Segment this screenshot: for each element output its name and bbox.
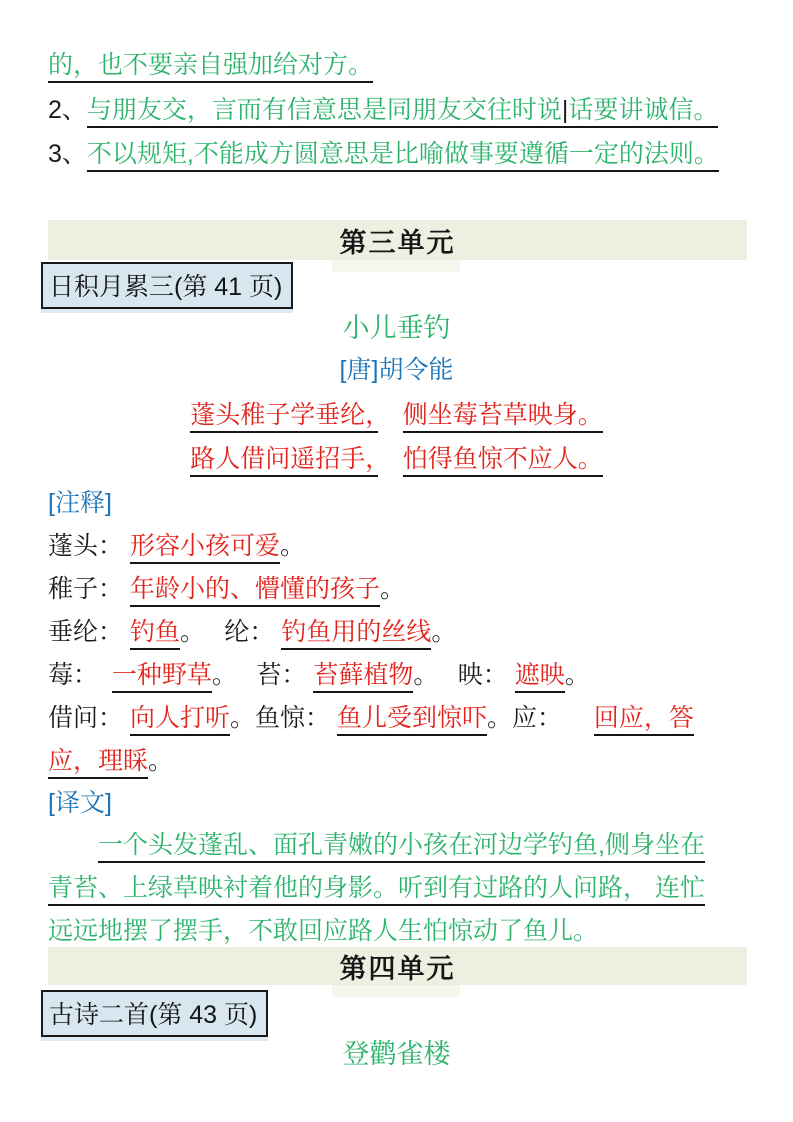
text-segment: 钓鱼用的丝线 [281,618,431,650]
note-line [48,531,305,562]
text-segment: 路人借问遥招手， [190,445,378,477]
text-segment: 怕得鱼惊不应人。 [403,445,603,477]
lesson-box: 日积月累三(第 41 页) [41,262,293,309]
intro-line [48,50,373,81]
text-segment: 。 [179,618,225,646]
text-segment: 。 [379,575,405,603]
text-segment: 形容小孩可爱 [130,532,280,564]
text-segment: 钓鱼 [130,618,180,650]
text-segment: 一种野草 [112,661,212,693]
text-segment: 不以规矩,不能成方圆意思是比喻做事要遵循一定的法则。 [87,140,719,172]
text-segment: 苔藓植物 [313,661,413,693]
text-segment: 苔： [256,661,314,689]
text-segment: 垂纶： [48,618,130,646]
poem-line [0,400,793,431]
text-segment: 应： [511,704,594,732]
text-segment: 3、 [48,140,87,168]
text-segment: 蓬头稚子学垂纶， [190,401,378,433]
text-segment: 稚子： [48,575,130,603]
text-segment: 。 [431,618,457,646]
text-segment: 借问： [48,704,130,732]
note-line [48,617,456,648]
intro-line [48,95,718,126]
text-segment: 。 [229,704,255,732]
intro-line [48,139,719,170]
text-segment: 映： [457,661,515,689]
section-band [48,220,747,260]
lesson-box: 古诗二首(第 43 页) [41,990,268,1037]
notes-header: [注释] [48,489,112,517]
section-title: 第四单元 [339,953,456,984]
text-segment: 蓬头： [48,532,130,560]
text-segment: 一个头发蓬乱、面孔青嫩的小孩在河边学钓鱼,侧身坐在 [98,831,705,863]
text-segment [378,401,403,429]
text-segment: 侧坐莓苔草映身。 [403,401,603,433]
text-segment [48,831,98,859]
text-segment: 与朋友交，言而有信意思是同朋友交往时说 [87,96,562,128]
note-line [48,574,405,605]
text-segment: 。 [413,661,458,689]
translation-line [48,916,598,947]
text-segment: 。 [486,704,512,732]
text-segment [378,445,403,473]
text-segment: 年龄小的、懵懂的孩子 [130,575,380,607]
text-segment: 话要讲诚信。 [568,96,718,128]
text-segment: 。 [148,747,174,775]
text-segment: 。 [279,532,305,560]
note-line [48,746,173,777]
text-segment: 青苔、上绿草映衬着他的身影。听到有过路的人问路， 连忙 [48,874,705,906]
note-line [48,703,694,734]
translation-line [48,873,705,904]
translation-line [48,830,705,861]
text-segment: 鱼儿受到惊吓 [337,704,487,736]
text-segment: 。 [211,661,257,689]
text-segment: 。 [564,661,590,689]
section-title: 第三单元 [339,227,456,258]
text-segment: 向人打听 [130,704,230,736]
text-segment: 2、 [48,96,87,124]
text-segment: 莓： [48,661,112,689]
section-band [48,947,747,985]
text-segment: | [562,96,569,128]
text-segment: 纶： [224,618,282,646]
poem-title: 登鹳雀楼 [342,1039,451,1069]
text-segment: 遮映 [515,661,565,693]
poem-title: 小儿垂钓 [342,313,451,343]
text-segment: 远远地摆了摆手，不敢回应路人生怕惊动了鱼儿。 [48,917,598,949]
text-segment: 应，理睬 [48,747,148,779]
note-line [48,660,590,691]
poem-line [0,444,793,475]
poem-author: [唐]胡令能 [339,356,454,384]
text-segment: 回应，答 [594,704,694,736]
translation-header: [译文] [48,789,112,817]
text-segment: 的，也不要亲自强加给对方。 [48,51,373,83]
text-segment: 鱼惊： [254,704,337,732]
